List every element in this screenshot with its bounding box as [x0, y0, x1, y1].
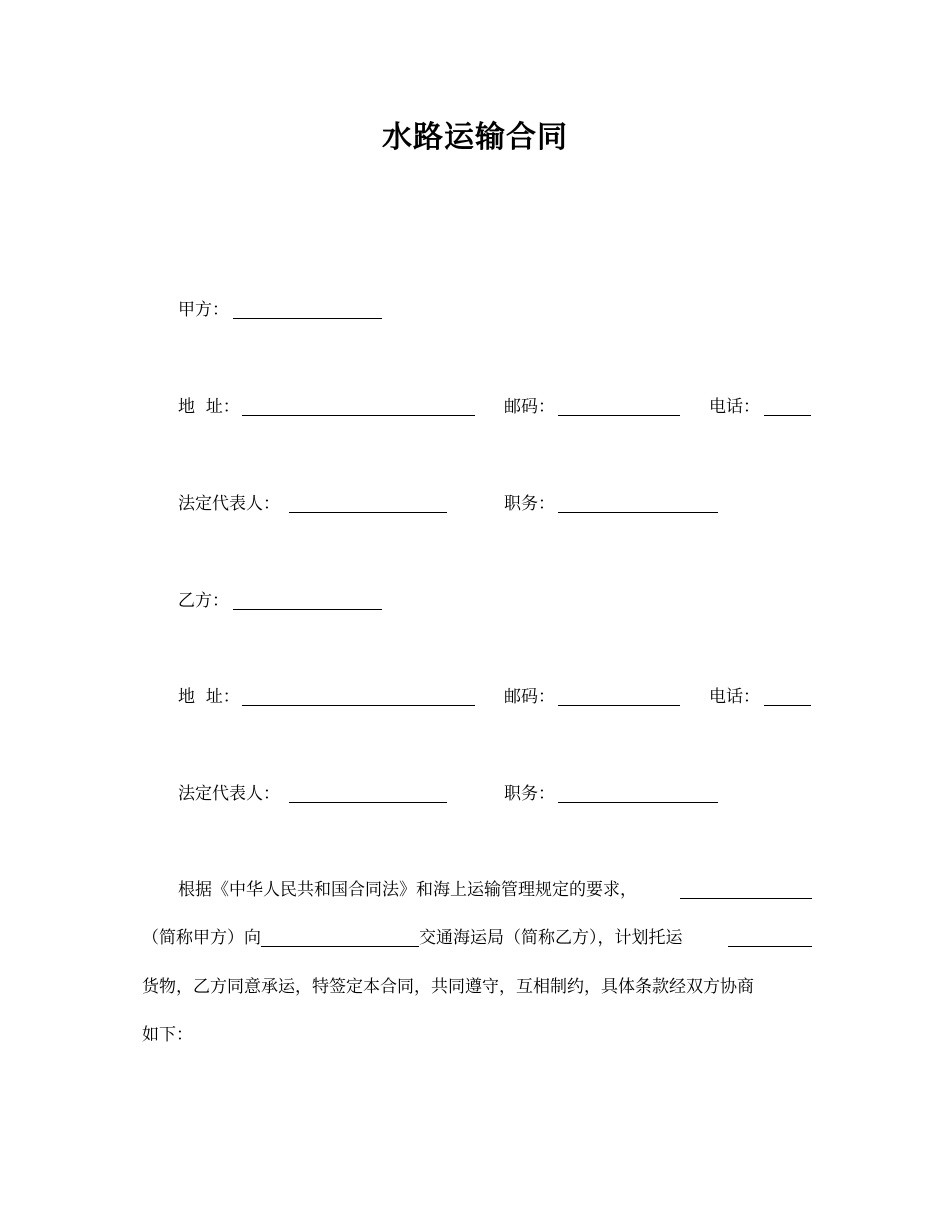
party-b-legal-rep-label: 法定代表人： — [178, 784, 280, 804]
preamble-paragraph — [142, 876, 812, 1066]
party-b-position-field[interactable] — [558, 780, 718, 803]
preamble-line-4 — [142, 1021, 193, 1049]
party-a-phone-field[interactable] — [764, 393, 811, 416]
party-a-position-field[interactable] — [558, 490, 718, 513]
preamble-line-4-text: 如下： — [142, 1025, 193, 1045]
party-b-address-label: 地 址： — [178, 687, 240, 707]
party-b-rep-row — [0, 780, 950, 808]
party-a-position-label: 职务： — [504, 494, 555, 514]
party-a-legal-rep-field[interactable] — [289, 490, 447, 513]
party-b-legal-rep-field[interactable] — [289, 780, 447, 803]
party-b-address-field[interactable] — [242, 683, 475, 706]
document-title: 水路运输合同 — [382, 120, 568, 155]
party-b-postcode-label: 邮码： — [504, 687, 555, 707]
preamble-line-2-a: （简称甲方）向 — [142, 928, 261, 948]
party-a-address-field[interactable] — [242, 393, 475, 416]
cargo-field[interactable] — [728, 924, 812, 947]
party-b-address-row — [0, 683, 950, 711]
preamble-line-1-text: 根据《中华人民共和国合同法》和海上运输管理规定的要求， — [178, 880, 637, 900]
party-a-name-row — [0, 296, 950, 324]
preamble-line-2 — [142, 924, 683, 952]
carrier-region-field[interactable] — [261, 924, 419, 947]
party-b-postcode-field[interactable] — [558, 683, 680, 706]
party-b-position-label: 职务： — [504, 784, 555, 804]
party-b-name-field[interactable] — [233, 587, 382, 610]
party-a-legal-rep-label: 法定代表人： — [178, 494, 280, 514]
party-a-rep-row — [0, 490, 950, 518]
party-b-name-row — [0, 587, 950, 615]
party-a-postcode-field[interactable] — [558, 393, 680, 416]
party-b-phone-field[interactable] — [764, 683, 811, 706]
preamble-line-3 — [142, 973, 754, 1001]
party-b-phone-label: 电话： — [709, 687, 760, 707]
shipper-name-field[interactable] — [680, 876, 812, 899]
party-a-name-field[interactable] — [233, 296, 382, 319]
party-a-address-row — [0, 393, 950, 421]
preamble-line-2-b: 交通海运局（简称乙方），计划托运 — [419, 928, 683, 948]
preamble-line-1 — [178, 876, 637, 904]
party-a-name-label: 甲方： — [178, 300, 229, 320]
party-a-phone-label: 电话： — [709, 397, 760, 417]
party-a-address-label: 地 址： — [178, 397, 240, 417]
party-a-postcode-label: 邮码： — [504, 397, 555, 417]
party-b-name-label: 乙方： — [178, 591, 229, 611]
preamble-line-3-text: 货物，乙方同意承运，特签定本合同，共同遵守，互相制约，具体条款经双方协商 — [142, 977, 754, 997]
